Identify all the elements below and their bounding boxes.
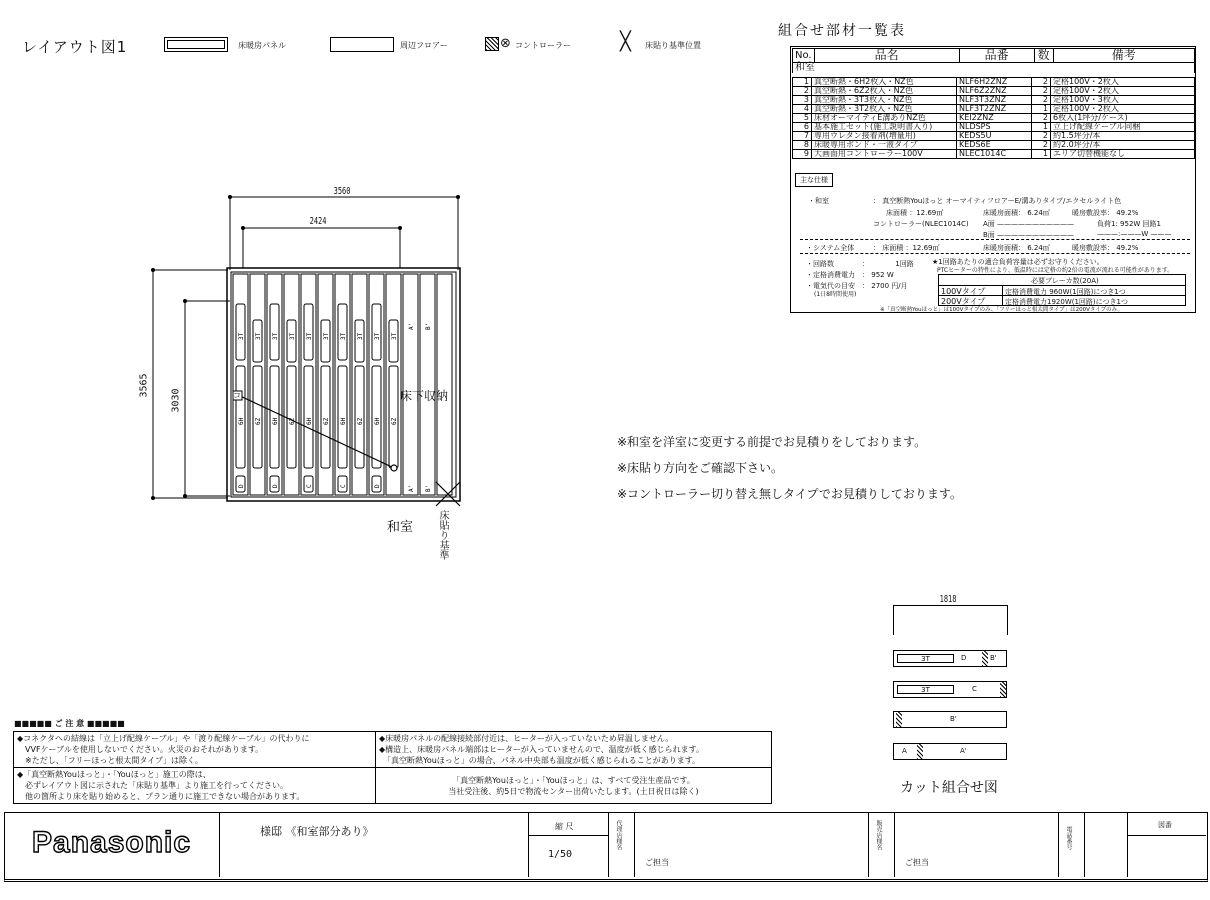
floor-strip <box>335 274 350 495</box>
tb-drawing-no-label: 図番 <box>1158 821 1172 829</box>
tb-client: 様邸 《和室部分あり》 <box>260 825 374 838</box>
breaker-table <box>938 274 1186 306</box>
floor-strip <box>250 274 265 495</box>
parts-cell-note: 定格100V・3枚入 <box>1051 96 1195 105</box>
spec-dashed-divider <box>800 239 1190 240</box>
heating-panel <box>321 320 330 362</box>
cut-piece-c: C <box>972 685 977 693</box>
tb-tel-label: 電話番号 <box>1065 826 1072 850</box>
caution-3: ◆「真空断熱Youほっと」・「Youほっと」施工の際は、 必ずレイアウト図に示された「床貼り基準」より施工を行ってください。 他の箇所より床を貼り始めると、プラン通りに施工できない場合があります。 <box>14 768 376 804</box>
spec-footnote: ※「真空断熱Youほっと」は100Vタイプのみ、「フリーほっと根太間タイプ」は200Vタイプのみ。 <box>880 307 1123 313</box>
parts-cell-no: 4 <box>793 105 812 114</box>
heating-panel <box>253 366 262 468</box>
heating-panel <box>338 304 347 360</box>
heating-panel <box>304 304 313 360</box>
heating-panel <box>270 304 279 360</box>
cut-piece-a: A <box>902 747 907 755</box>
cut-dim-tick-right <box>1007 605 1008 635</box>
heating-panel <box>236 366 245 468</box>
parts-cell-name: 床暖専用ボンド・一液タイプ <box>812 141 957 150</box>
parts-cell-code: NLDSPS <box>957 123 1032 132</box>
tb-drawing-hline <box>1127 835 1206 836</box>
panel-label-6: 6Z <box>357 417 364 425</box>
heating-panel <box>253 320 262 362</box>
parts-cell-no: 6 <box>793 123 812 132</box>
cut-piece-3t-2: 3T <box>897 685 954 694</box>
panel-label-ab-bottom: B' <box>425 484 432 492</box>
parts-cell-note: 立上げ配線ケーブル同梱 <box>1051 123 1195 132</box>
parts-cell-qty: 2 <box>1032 114 1051 123</box>
floor-strip <box>284 274 299 495</box>
panel-label-3t: 3T <box>357 332 364 340</box>
panel-label-6: 6Z <box>289 417 296 425</box>
legend-floor-ref-label: 床貼り基準位置 <box>645 41 701 50</box>
panel-label-d: C <box>306 484 313 488</box>
parts-cell-name: 真空断熱・3T3枚入・NZ色 <box>812 96 957 105</box>
parts-row <box>793 150 1195 159</box>
heating-panel <box>287 366 296 468</box>
end-piece <box>236 476 245 492</box>
parts-cell-qty: 2 <box>1032 141 1051 150</box>
tb-dealer-label: 販売店様名 <box>875 820 882 850</box>
panel-label-ab: B' <box>425 322 432 330</box>
col-no: No. <box>793 49 815 63</box>
parts-cell-note: 約2.0坪分/本 <box>1051 141 1195 150</box>
room-label: 和室 <box>387 520 414 535</box>
cut-piece-3t: 3T <box>897 654 954 663</box>
heating-panel <box>287 320 296 362</box>
spec-power-label: ・定格消費電力 <box>806 271 855 279</box>
parts-cell-no: 1 <box>793 78 812 87</box>
parts-cell-code: NLEC1014C <box>957 150 1032 159</box>
parts-cell-code: KEDS6E <box>957 141 1032 150</box>
spec-sys-floor-text: 床面積 ：12.69㎡ <box>882 244 940 252</box>
panel-label-d: C <box>340 484 347 488</box>
controller-circle-icon: ⊗ <box>500 36 511 51</box>
parts-cell-note: 約1.5坪分/本 <box>1051 132 1195 141</box>
parts-cell-code: KEDS5U <box>957 132 1032 141</box>
parts-cell-no: 5 <box>793 114 812 123</box>
cut-hatch-4 <box>917 744 923 759</box>
parts-cell-name: 床材オーマイティE溝ありNZ色 <box>812 114 957 123</box>
panasonic-logo: Panasonic <box>32 826 192 859</box>
cut-piece-b: B' <box>990 654 997 662</box>
panel-label-3t: 3T <box>306 332 313 340</box>
spec-sys-rate: 暖房敷設率： 49.2% <box>1072 244 1139 252</box>
panel-label-3t: 3T <box>255 332 262 340</box>
floor-ref-label: 床貼り基準 <box>437 510 448 560</box>
heating-panel <box>372 366 381 468</box>
tb-scale-val: 1/50 <box>548 849 573 860</box>
parts-table-header <box>793 49 1195 63</box>
tb-divider-9 <box>1127 813 1128 877</box>
parts-cell-name: 大画面用コントローラー100V <box>812 150 957 159</box>
cut-dim-line <box>893 605 1007 606</box>
caution-1: ◆コネクタへの結線は「立上げ配線ケーブル」や「渡り配線ケーブル」の代わりに VVFケーブルを使用しないでください。火災のおそれがあります。 ※ただし、「フリーほっと根太間タイプ」は除く。 <box>14 732 376 768</box>
parts-cell-code: NLF6Z2ZNZ <box>957 87 1032 96</box>
tb-divider-5 <box>868 813 869 877</box>
legend-controller-label: コントローラー <box>515 41 571 50</box>
parts-cell-qty: 2 <box>1032 78 1051 87</box>
parts-rows <box>792 77 1195 159</box>
spec-note2: PTCヒーターの特性により、低温時には定格の約2倍の電流が流れる可能性があります。 <box>937 267 1174 274</box>
floor-strip <box>420 274 435 495</box>
panel-label-ab-bottom: A' <box>408 484 415 492</box>
heating-panel <box>304 366 313 468</box>
parts-cell-note: エリア切替機能なし <box>1051 150 1195 159</box>
parts-cell-qty: 1 <box>1032 123 1051 132</box>
heating-panel <box>338 366 347 468</box>
cut-hatch-2 <box>1000 682 1006 697</box>
spec-sys-label: ・システム全体 <box>806 244 855 252</box>
tb-scale-hline <box>528 835 608 836</box>
legend-floor-swatch <box>330 37 394 52</box>
spec-circuits-val-text: 1回路 <box>895 260 914 268</box>
spec-room-desc-text: 真空断熱Youほっと オーマイティフロアーE/溝ありタイプ/エクセルライト色 <box>882 197 1122 205</box>
floor-strip <box>301 274 316 495</box>
tb-agent-val: ご担当 <box>645 858 669 867</box>
spec-sys-heat: 床暖房面積： 6.24㎡ <box>983 244 1050 252</box>
spec-label: 主な仕様 <box>795 173 833 187</box>
heating-panel <box>321 366 330 468</box>
legend-panel-label: 床暖房パネル <box>238 41 286 50</box>
parts-cell-qty: 1 <box>1032 150 1051 159</box>
dim-inner-h: 3030 <box>170 388 182 413</box>
heating-panel <box>236 304 245 360</box>
panel-label-d: D <box>374 484 381 488</box>
room-row: 和室 <box>793 63 1195 74</box>
parts-table <box>792 48 1195 73</box>
spec-plane-a: A面 ——————————— <box>983 220 1075 228</box>
parts-cell-no: 9 <box>793 150 812 159</box>
panel-label-6: 6Z <box>323 417 330 425</box>
panel-label-6: 6H <box>306 417 313 425</box>
end-piece <box>338 476 347 492</box>
parts-cell-note: 6枚入(1坪分/ケース) <box>1051 114 1195 123</box>
floor-strip <box>403 274 418 495</box>
parts-cell-name: 基本施工セット(施工説明書入り) <box>812 123 957 132</box>
spec-controller: コントローラー(NLEC1014C) <box>873 220 969 228</box>
spec-cost-sub: (1日8時間使用) <box>814 291 857 298</box>
legend-panel-swatch <box>164 37 228 52</box>
parts-cell-no: 8 <box>793 141 812 150</box>
type200-label: 200Vタイプ <box>941 297 986 306</box>
parts-cell-note: 定格100V・2枚入 <box>1051 105 1195 114</box>
parts-cell-name: 真空断熱・6Z2枚入・NZ色 <box>812 87 957 96</box>
cut-row-2 <box>893 681 1007 698</box>
spec-power-val: ： 952 W <box>862 271 894 279</box>
tb-divider-2 <box>528 813 529 877</box>
heating-panel <box>389 320 398 362</box>
cut-piece-d: D <box>961 654 967 662</box>
controller-mark: コ <box>233 391 241 400</box>
parts-cell-note: 定格100V・2枚入 <box>1051 78 1195 87</box>
col-note: 備考 <box>1053 49 1194 63</box>
caution-2: ◆床暖房パネルの配線接続部付近は、ヒーターが入っていないため昇温しません。 ◆構造上、床暖房パネル端部はヒーターが入っていませんので、温度が低く感じられます。 「真空断熱Youほっと」の場合、パネル中央部も温度が低く感じられることがあります。 <box>376 732 772 768</box>
parts-cell-code: KEI2ZNZ <box>957 114 1032 123</box>
legend-floor-label: 周辺フロアー <box>400 41 448 50</box>
heating-panel <box>389 366 398 468</box>
note-1: ※和室を洋室に変更する前提でお見積りをしております。 <box>617 435 927 449</box>
breaker-col-divider <box>1002 285 1003 305</box>
panel-label-6: 6H <box>340 417 347 425</box>
col-name: 品名 <box>814 49 959 63</box>
end-piece <box>372 476 381 492</box>
parts-cell-name: 専用ウレタン接着剤(増量用) <box>812 132 957 141</box>
caution-table <box>13 731 772 804</box>
spec-circuits-label: ・回路数 <box>806 260 834 268</box>
dim-outer-h: 3565 <box>138 373 150 398</box>
spec-room-desc: ： 真空断熱Youほっと オーマイティフロアーE/溝ありタイプ/エクセルライト色 <box>873 197 1122 205</box>
spec-cost-val-text: 2700 円/月 <box>871 282 908 290</box>
parts-cell-qty: 2 <box>1032 87 1051 96</box>
cut-dim: 1818 <box>939 594 957 605</box>
caution-title: ■■■■■ ご 注 意 ■■■■■ <box>14 719 125 728</box>
cut-row-4 <box>893 743 1007 760</box>
panel-label-3t: 3T <box>391 332 398 340</box>
panel-label-3t: 3T <box>374 332 381 340</box>
type100-label: 100Vタイプ <box>941 287 986 296</box>
end-piece <box>304 476 313 492</box>
dim-outer-w: 3560 <box>333 186 351 197</box>
parts-cell-qty: 1 <box>1032 105 1051 114</box>
panel-label-3t: 3T <box>340 332 347 340</box>
cut-hatch-3 <box>896 712 902 727</box>
spec-cost-label: ・電気代の目安 <box>806 282 855 290</box>
note-2: ※床貼り方向をご確認下さい。 <box>617 461 784 475</box>
breaker-label: 必要ブレーカ数(20A) <box>1031 277 1099 285</box>
tb-dealer-val: ご担当 <box>905 858 929 867</box>
panel-label-3t: 3T <box>323 332 330 340</box>
parts-cell-code: NLF3T2ZNZ <box>957 105 1032 114</box>
cut-dim-tick-left <box>893 605 894 635</box>
spec-plane-b: B面 ——————————— <box>983 231 1075 239</box>
cut-row-3 <box>893 711 1007 728</box>
spec-laying-rate: 暖房敷設率： 49.2% <box>1072 209 1139 217</box>
floor-strip <box>318 274 333 495</box>
caution-4: 「真空断熱Youほっと」・「Youほっと」は、すべて受注生産品です。 当社受注後、約5日で物流センター出荷いたします。(土日祝日は除く) <box>376 768 772 804</box>
floor-strip <box>352 274 367 495</box>
panel-label-6: 6Z <box>391 417 398 425</box>
spec-circuits-val: ： 1回路 <box>862 260 914 268</box>
floor-strip <box>437 274 452 495</box>
cross-icon: ╳ <box>620 31 631 52</box>
parts-cell-code: NLF3T3ZNZ <box>957 96 1032 105</box>
panel-label-6: 6H <box>272 417 279 425</box>
panel-label-d: D <box>238 484 245 488</box>
spec-dashed-divider-2 <box>800 253 1190 254</box>
tb-scale-label: 縮 尺 <box>555 822 574 831</box>
layout-title: レイアウト図1 <box>22 38 128 56</box>
parts-cell-qty: 2 <box>1032 132 1051 141</box>
panel-label-3t: 3T <box>289 332 296 340</box>
col-qty: 数 <box>1034 49 1053 63</box>
cut-title: カット組合せ図 <box>900 780 998 796</box>
spec-room-label: ・和室 <box>808 197 829 205</box>
tb-divider-4 <box>634 813 635 877</box>
floor-strip <box>233 274 248 495</box>
tb-divider-3 <box>608 813 609 877</box>
tb-agent-label: 代理店様名 <box>615 820 622 850</box>
parts-cell-name: 真空断熱・3T2枚入・NZ色 <box>812 105 957 114</box>
panel-label-ab: A' <box>408 322 415 330</box>
tb-divider-6 <box>894 813 895 877</box>
panel-label-3t: 3T <box>272 332 279 340</box>
parts-cell-code: NLF6H2ZNZ <box>957 78 1032 87</box>
tb-divider-7 <box>1058 813 1059 877</box>
spec-power-val-text: 952 W <box>871 271 894 279</box>
type100-val: 定格消費電力 960W(1回路)につき1つ <box>1005 288 1126 296</box>
storage-label: 床下収納 <box>400 389 449 403</box>
spec-load-a: 負荷1: 952W 回路1 <box>1097 220 1161 228</box>
panel-label-d: D <box>272 484 279 488</box>
end-piece <box>270 476 279 492</box>
type200-val: 定格消費電力1920W(1回路)につき1つ <box>1005 298 1128 306</box>
heating-panel <box>355 320 364 362</box>
parts-title: 組合せ部材一覧表 <box>778 23 906 39</box>
parts-cell-no: 7 <box>793 132 812 141</box>
note-3: ※コントローラー切り替え無しタイプでお見積りしております。 <box>617 487 962 501</box>
parts-cell-no: 3 <box>793 96 812 105</box>
cut-piece-a2: A' <box>960 747 967 755</box>
spec-heat-area: 床暖房面積： 6.24㎡ <box>983 209 1050 217</box>
spec-cost-val: ： 2700 円/月 <box>862 282 908 290</box>
cut-piece-b-2: B' <box>950 715 957 723</box>
floor-strip <box>386 274 401 495</box>
parts-cell-no: 2 <box>793 87 812 96</box>
cut-row-1 <box>893 650 1007 667</box>
parts-cell-note: 定格100V・2枚入 <box>1051 87 1195 96</box>
parts-cell-name: 真空断熱・6H2枚入・NZ色 <box>812 78 957 87</box>
parts-cell-qty: 2 <box>1032 96 1051 105</box>
heating-panel <box>270 366 279 468</box>
tb-divider-1 <box>219 813 220 877</box>
heating-panel <box>372 304 381 360</box>
spec-note1: ★1回路あたりの適合負荷容量は必ずお守りください。 <box>932 258 1104 266</box>
spec-sys-floor: ： 床面積 ：12.69㎡ <box>873 244 940 252</box>
spec-floor-area: 床面積 ：12.69㎡ <box>886 209 944 217</box>
panel-label-6: 6H <box>238 417 245 425</box>
dim-inner-w: 2424 <box>309 216 327 227</box>
panel-label-6: 6H <box>374 417 381 425</box>
panel-label-6: 6Z <box>255 417 262 425</box>
floor-plan <box>130 180 480 580</box>
floor-strip <box>267 274 282 495</box>
spec-load-b: ———:———W ——— <box>1097 230 1172 238</box>
panel-label-3t: 3T <box>238 332 245 340</box>
tb-divider-8 <box>1084 813 1085 877</box>
controller-icon <box>485 37 499 51</box>
cut-hatch <box>982 651 988 666</box>
col-code: 品番 <box>959 49 1034 63</box>
